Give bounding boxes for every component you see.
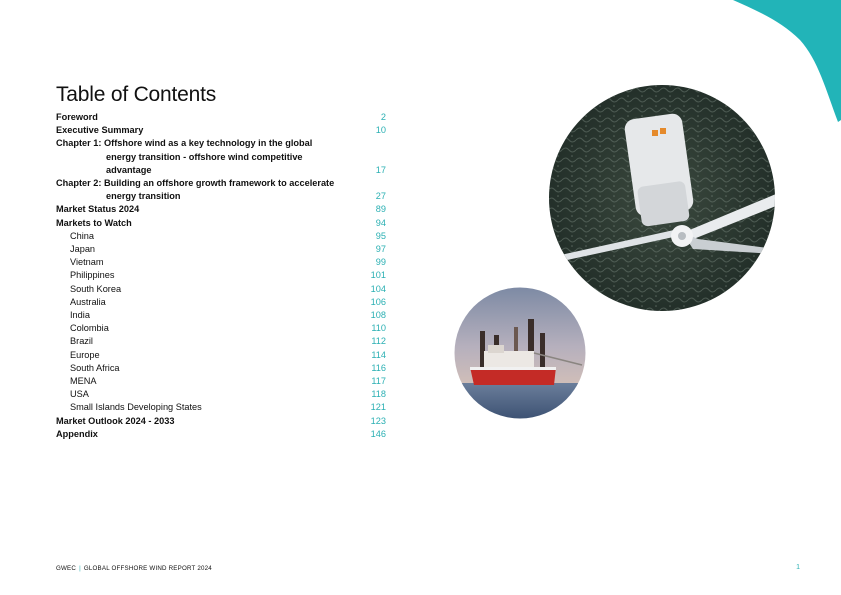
toc-entry-label: Markets to Watch [56, 217, 132, 228]
toc-entry[interactable] [56, 151, 386, 177]
toc-entry[interactable] [56, 203, 386, 216]
toc-entry-label: Colombia [70, 323, 109, 334]
toc-entry-label: Philippines [70, 270, 115, 281]
toc-entry-label: MENA [70, 376, 97, 387]
toc-entry-page: 110 [371, 323, 386, 334]
toc-entry-page: 99 [375, 257, 386, 268]
toc-entry-label: China [70, 230, 95, 241]
toc-entry-page: 116 [371, 362, 386, 373]
toc-entry-page: 112 [371, 336, 386, 347]
footer-report: GLOBAL OFFSHORE WIND REPORT 2024 [83, 565, 212, 572]
toc-entry-page: 17 [375, 164, 386, 175]
toc-entry[interactable] [56, 322, 386, 335]
toc-entry-page: 97 [375, 244, 386, 255]
toc-entry-label: South Africa [70, 362, 120, 373]
toc-entry-page: 104 [370, 283, 386, 294]
toc-entry-page: 95 [375, 230, 386, 241]
toc-entry[interactable] [56, 388, 386, 401]
page-title: Table of Contents [56, 83, 217, 106]
toc-entry-page: 27 [375, 191, 386, 202]
toc-entry-page: 108 [370, 310, 386, 321]
toc-entry-label: energy transition [106, 191, 181, 202]
page-number: 1 [796, 564, 800, 571]
toc-entry-page: 101 [370, 270, 386, 281]
toc-entry[interactable] [56, 375, 386, 388]
toc-entry[interactable] [56, 190, 386, 203]
table-of-contents [56, 111, 386, 441]
toc-entry-page: 2 [380, 112, 386, 122]
toc-entry-label: Vietnam [70, 257, 104, 268]
toc-entry-label: Market Status 2024 [56, 204, 140, 215]
toc-entry-label: Australia [70, 296, 106, 307]
toc-entry[interactable] [56, 349, 386, 362]
toc-entry-page: 94 [375, 217, 386, 228]
toc-entry-page: 121 [370, 402, 386, 413]
toc-entry-label: South Korea [70, 283, 122, 294]
toc-entry-label: energy transition - offshore wind competitive advantage [106, 151, 303, 175]
toc-entry-label: Europe [70, 349, 100, 360]
toc-entry[interactable] [56, 230, 386, 243]
toc-entry-label: Chapter 1: Offshore wind as a key technology in the global [56, 138, 313, 149]
toc-entry[interactable] [56, 137, 386, 150]
toc-entry[interactable] [56, 415, 386, 428]
toc-entry-page: 10 [375, 125, 386, 136]
toc-entry-label: Foreword [56, 112, 98, 122]
toc-entry[interactable] [56, 283, 386, 296]
toc-entry-page: 118 [371, 389, 386, 400]
toc-entry[interactable] [56, 401, 386, 414]
toc-entry[interactable] [56, 309, 386, 322]
footer-org: GWEC [56, 565, 77, 572]
toc-entry[interactable] [56, 124, 386, 137]
footer-report-title [56, 565, 212, 572]
toc-entry-label: Brazil [70, 336, 93, 347]
toc-entry[interactable] [56, 362, 386, 375]
toc-entry[interactable] [56, 243, 386, 256]
toc-entry-label: Appendix [56, 428, 98, 439]
toc-entry-label: India [70, 310, 90, 321]
toc-entry[interactable] [56, 111, 386, 124]
toc-entry-page: 106 [370, 296, 386, 307]
toc-entry[interactable] [56, 296, 386, 309]
toc-entry[interactable] [56, 269, 386, 282]
toc-entry[interactable] [56, 256, 386, 269]
toc-entry-label: Small Islands Developing States [70, 402, 202, 413]
toc-entry[interactable] [56, 217, 386, 230]
toc-entry[interactable] [56, 177, 386, 190]
toc-entry-page: 117 [371, 376, 386, 387]
toc-entry-label: Japan [70, 244, 96, 255]
toc-entry-page: 114 [371, 349, 386, 360]
toc-entry-label: Market Outlook 2024 - 2033 [56, 415, 175, 426]
toc-entry-label: USA [70, 389, 89, 400]
toc-entry-page: 123 [370, 415, 386, 426]
toc-entry-label: Chapter 2: Building an offshore growth framework to accelerate [56, 178, 335, 189]
toc-entry[interactable] [56, 335, 386, 348]
toc-entry[interactable] [56, 428, 386, 441]
toc-entry-page: 89 [375, 204, 386, 215]
toc-entry-label: Executive Summary [56, 125, 144, 136]
toc-entry-page: 146 [370, 428, 386, 439]
vessel-photo [454, 287, 586, 419]
footer-separator: | [79, 565, 81, 572]
turbine-photo [548, 84, 776, 312]
